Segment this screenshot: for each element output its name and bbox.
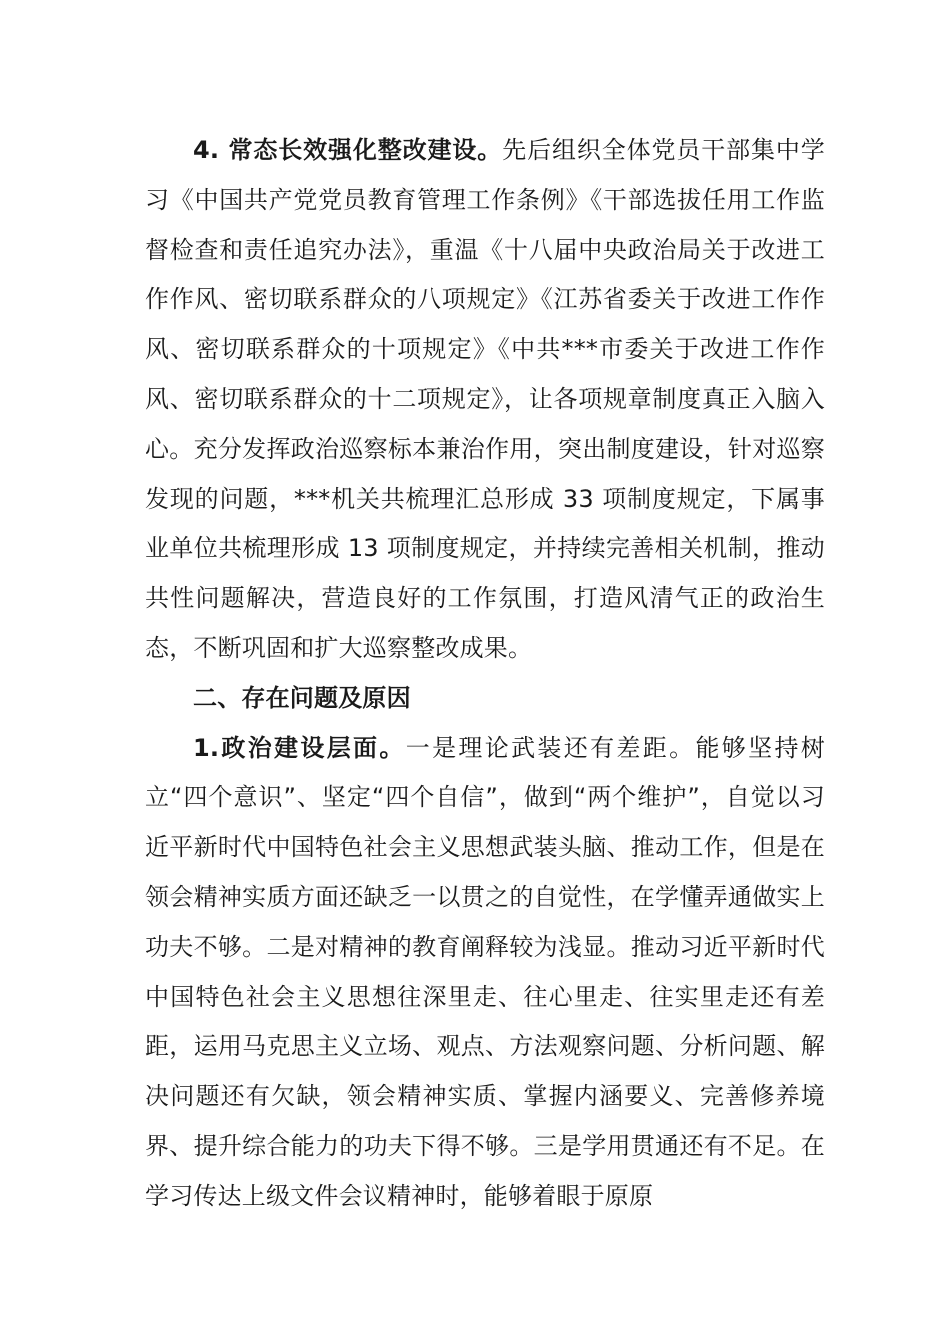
paragraph-lead: 1.政治建设层面。 — [193, 733, 406, 762]
paragraph-body: 一是理论武装还有差距。能够坚持树立“四个意识”、坚定“四个自信”，做到“两个维护”，自觉以习近平新时代中国特色社会主义思想武装头脑、推动工作，但是在领会精神实质方面还缺乏一以贯之的自觉性，在学懂弄通做实上功夫不够。二是对精神的教育阐释较为浅显。推动习近平新时代中国特色社会主义思想往深里走、往心里走、往实里走还有差距，运用马克思主义立场、观点、方法观察问题、分析问题、解决问题还有欠缺，领会精神实质、掌握内涵要义、完善修养境界、提升综合能力的功夫下得不够。三是学用贯通还有不足。在学习传达上级文件会议精神时，能够着眼于原原 — [145, 733, 826, 1210]
paragraph-lead: 4. 常态长效强化整改建设。 — [193, 136, 503, 164]
paragraph-body: 先后组织全体党员干部集中学习《中国共产党党员教育管理工作条例》《干部选拔任用工作监督检查和责任追究办法》，重温《十八届中央政治局关于改进工作作风、密切联系群众的八项规定》《江苏省委关于改进工作作风、密切联系群众的十项规定》《中共***市委关于改进工作作风、密切联系群众的十二项规定》，让各项规章制度真正入脑入心。充分发挥政治巡察标本兼治作用，突出制度建设，针对巡察发现的问题，***机关共梳理汇总形成 33 项制度规定，下属事业单位共梳理形成 13 项制度规定，并持续完善相关机制，推动共性问题解决，营造良好的工作氛围，打造风清气正的政治生态，不断巩固和扩大巡察整改成果。 — [145, 136, 825, 662]
paragraph-rectification — [145, 126, 825, 674]
section-heading: 二、存在问题及原因 — [193, 683, 411, 712]
document-page — [145, 126, 825, 1222]
paragraph-political-construction — [145, 724, 825, 1222]
